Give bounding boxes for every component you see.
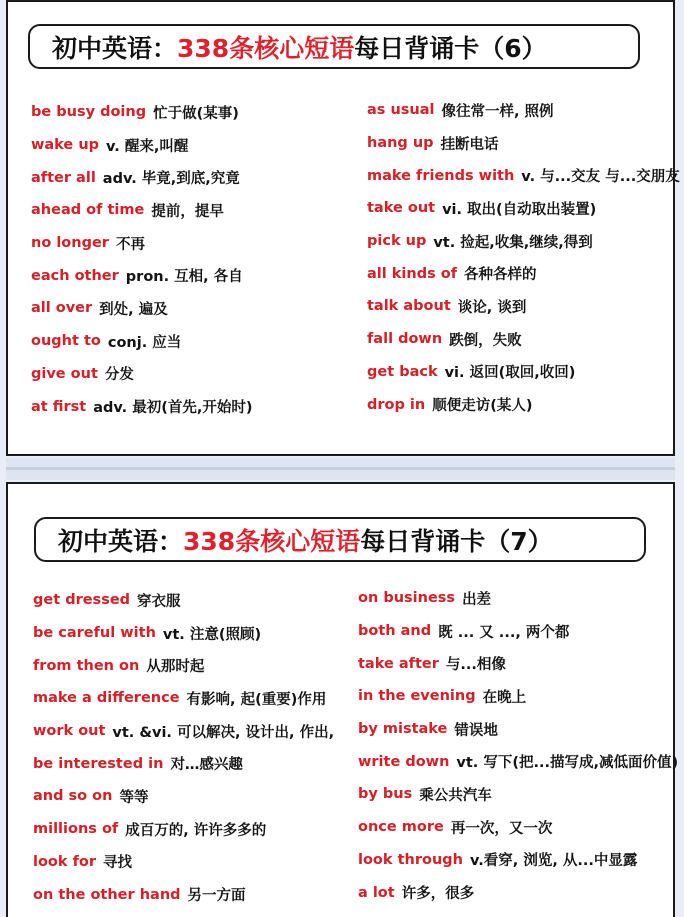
english-phrase: ought to xyxy=(31,333,101,350)
chinese-meaning: 到处, 遍及 xyxy=(99,301,168,318)
english-phrase: all over xyxy=(31,300,93,317)
phrase-entry xyxy=(33,747,353,780)
recitation-card-7 xyxy=(6,482,679,917)
phrase-entry xyxy=(367,192,684,225)
phrase-entry xyxy=(31,129,351,162)
phrase-entry xyxy=(358,647,678,680)
chinese-meaning: vt. 写下(把...描写成,减低面价值) xyxy=(456,755,679,772)
english-phrase: take out xyxy=(367,200,436,217)
english-phrase: look through xyxy=(358,851,463,868)
phrase-entry xyxy=(31,292,351,325)
chinese-meaning: 另一方面 xyxy=(187,888,246,905)
english-phrase: work out xyxy=(33,723,106,740)
english-phrase: make friends with xyxy=(367,167,515,184)
english-phrase: by mistake xyxy=(358,721,448,738)
phrase-column-left xyxy=(31,96,351,423)
english-phrase: both and xyxy=(358,623,432,640)
chinese-meaning: 顺便走访(某人) xyxy=(432,398,533,415)
english-phrase: ahead of time xyxy=(31,202,145,219)
english-phrase: be busy doing xyxy=(31,104,147,121)
chinese-meaning: vi. 取出(自动取出装置) xyxy=(442,201,597,218)
chinese-meaning: vt. 注意(照顾) xyxy=(162,626,262,643)
english-phrase: pick up xyxy=(367,233,427,250)
phrase-entry xyxy=(358,778,678,811)
phrase-column-right xyxy=(367,94,684,421)
chinese-meaning: 对…感兴趣 xyxy=(170,757,243,774)
chinese-meaning: 提前，提早 xyxy=(151,203,224,220)
english-phrase: after all xyxy=(31,169,96,186)
chinese-meaning: 既 ... 又 ..., 两个都 xyxy=(438,624,570,641)
chinese-meaning: v.看穿, 浏览, 从...中显露 xyxy=(469,853,638,870)
english-phrase: on business xyxy=(358,590,456,607)
chinese-meaning: 乘公共汽车 xyxy=(419,787,492,804)
english-phrase: in the evening xyxy=(358,688,476,705)
chinese-meaning: pron. 互相, 各自 xyxy=(125,269,243,286)
english-phrase: all kinds of xyxy=(367,265,458,282)
phrase-entry xyxy=(358,844,678,877)
phrase-entry xyxy=(31,259,351,292)
phrase-entry xyxy=(358,680,678,713)
english-phrase: get back xyxy=(367,363,438,380)
chinese-meaning: 许多，很多 xyxy=(401,886,475,903)
phrase-entry xyxy=(358,745,678,778)
phrase-entry xyxy=(367,388,684,421)
chinese-meaning: 跌倒，失败 xyxy=(449,332,522,349)
title-prefix: 初中英语： xyxy=(58,526,184,556)
chinese-meaning: conj. 应当 xyxy=(107,334,182,351)
english-phrase: look for xyxy=(33,853,97,870)
phrase-entry xyxy=(33,813,353,846)
phrase-entry xyxy=(358,713,678,746)
english-phrase: give out xyxy=(31,365,98,382)
english-phrase: millions of xyxy=(33,821,119,838)
chinese-meaning: vt. &vi. 可以解决, 设计出, 作出, xyxy=(112,724,335,741)
chinese-meaning: vi. 返回(取回,收回) xyxy=(444,365,576,382)
chinese-meaning: 分发 xyxy=(104,367,134,384)
english-phrase: as usual xyxy=(367,102,435,119)
phrase-entry xyxy=(358,615,678,648)
english-phrase: fall down xyxy=(367,331,443,348)
english-phrase: write down xyxy=(358,753,450,770)
phrase-entry xyxy=(31,161,351,194)
chinese-meaning: 穿衣服 xyxy=(137,593,181,610)
phrase-entry xyxy=(33,715,353,748)
phrase-entry xyxy=(31,227,351,260)
phrase-entry xyxy=(33,780,353,813)
phrase-entry xyxy=(31,194,351,227)
chinese-meaning: 各种各样的 xyxy=(464,267,537,284)
chinese-meaning: 不再 xyxy=(115,236,145,253)
chinese-meaning: 谈论, 谈到 xyxy=(457,299,527,316)
phrase-entry xyxy=(367,290,684,323)
chinese-meaning: adv. 毕竟,到底,究竟 xyxy=(102,171,240,188)
chinese-meaning: 出差 xyxy=(462,591,492,608)
english-phrase: by bus xyxy=(358,786,413,803)
english-phrase: once more xyxy=(358,819,444,836)
phrase-entry xyxy=(367,323,684,356)
english-phrase: from then on xyxy=(33,657,140,674)
chinese-meaning: 在晚上 xyxy=(482,689,527,706)
phrase-column-left xyxy=(33,584,353,911)
english-phrase: a lot xyxy=(358,884,395,901)
english-phrase: no longer xyxy=(31,235,109,252)
phrase-entry xyxy=(33,878,353,911)
chinese-meaning: 成百万的, 许许多多的 xyxy=(125,822,267,839)
phrase-entry xyxy=(33,649,353,682)
phrase-entry xyxy=(358,811,678,844)
chinese-meaning: 错误地 xyxy=(454,722,498,739)
chinese-meaning: 挂断电话 xyxy=(440,136,499,153)
phrase-entry xyxy=(31,96,351,129)
phrase-entry xyxy=(367,159,684,192)
phrase-entry xyxy=(367,127,684,160)
phrase-entry xyxy=(31,390,351,423)
title-suffix: 每日背诵卡（6） xyxy=(354,33,547,63)
chinese-meaning: 寻找 xyxy=(103,855,133,872)
separator-line xyxy=(6,467,675,470)
phrase-entry xyxy=(33,617,353,650)
english-phrase: and so on xyxy=(33,788,113,805)
title-accent: 338条核心短语 xyxy=(183,526,361,556)
phrase-entry xyxy=(367,257,684,290)
chinese-meaning: 等等 xyxy=(119,789,149,806)
chinese-meaning: adv. 最初(首先,开始时) xyxy=(93,400,253,417)
phrase-entry xyxy=(31,325,351,358)
english-phrase: on the other hand xyxy=(33,886,181,903)
chinese-meaning: 从那时起 xyxy=(146,659,205,676)
title-accent: 338条核心短语 xyxy=(177,33,355,63)
english-phrase: take after xyxy=(358,655,439,672)
chinese-meaning: 有影响, 起(重要)作用 xyxy=(186,691,327,708)
phrase-entry xyxy=(358,582,678,615)
english-phrase: talk about xyxy=(367,298,451,315)
phrase-entry xyxy=(367,225,684,258)
english-phrase: be interested in xyxy=(33,755,164,772)
phrase-entry xyxy=(31,358,351,391)
english-phrase: drop in xyxy=(367,396,426,413)
chinese-meaning: 像往常一样, 照例 xyxy=(441,103,554,120)
phrase-entry xyxy=(33,584,353,617)
recitation-card-6 xyxy=(6,0,680,456)
title-suffix: 每日背诵卡（7） xyxy=(360,526,553,556)
chinese-meaning: v. 醒来,叫醒 xyxy=(106,138,189,155)
chinese-meaning: v. 与...交友 与...交朋友 xyxy=(521,169,680,186)
phrase-entry xyxy=(33,682,353,715)
card-title xyxy=(34,517,646,562)
english-phrase: get dressed xyxy=(33,592,131,609)
chinese-meaning: 与...相像 xyxy=(445,657,506,674)
english-phrase: hang up xyxy=(367,135,434,152)
card-title xyxy=(28,24,640,69)
english-phrase: at first xyxy=(31,398,87,415)
phrase-column-right xyxy=(358,582,678,909)
phrase-entry xyxy=(367,94,684,127)
chinese-meaning: 忙于做(某事) xyxy=(153,105,239,122)
chinese-meaning: vt. 捡起,收集,继续,得到 xyxy=(433,234,593,251)
phrase-entry xyxy=(33,846,353,879)
english-phrase: be careful with xyxy=(33,625,156,642)
chinese-meaning: 再一次，又一次 xyxy=(450,820,553,837)
phrase-entry xyxy=(358,876,678,909)
english-phrase: make a difference xyxy=(33,690,180,707)
phrase-entry xyxy=(367,356,684,389)
english-phrase: each other xyxy=(31,267,119,284)
title-prefix: 初中英语： xyxy=(52,33,178,63)
english-phrase: wake up xyxy=(31,137,100,154)
